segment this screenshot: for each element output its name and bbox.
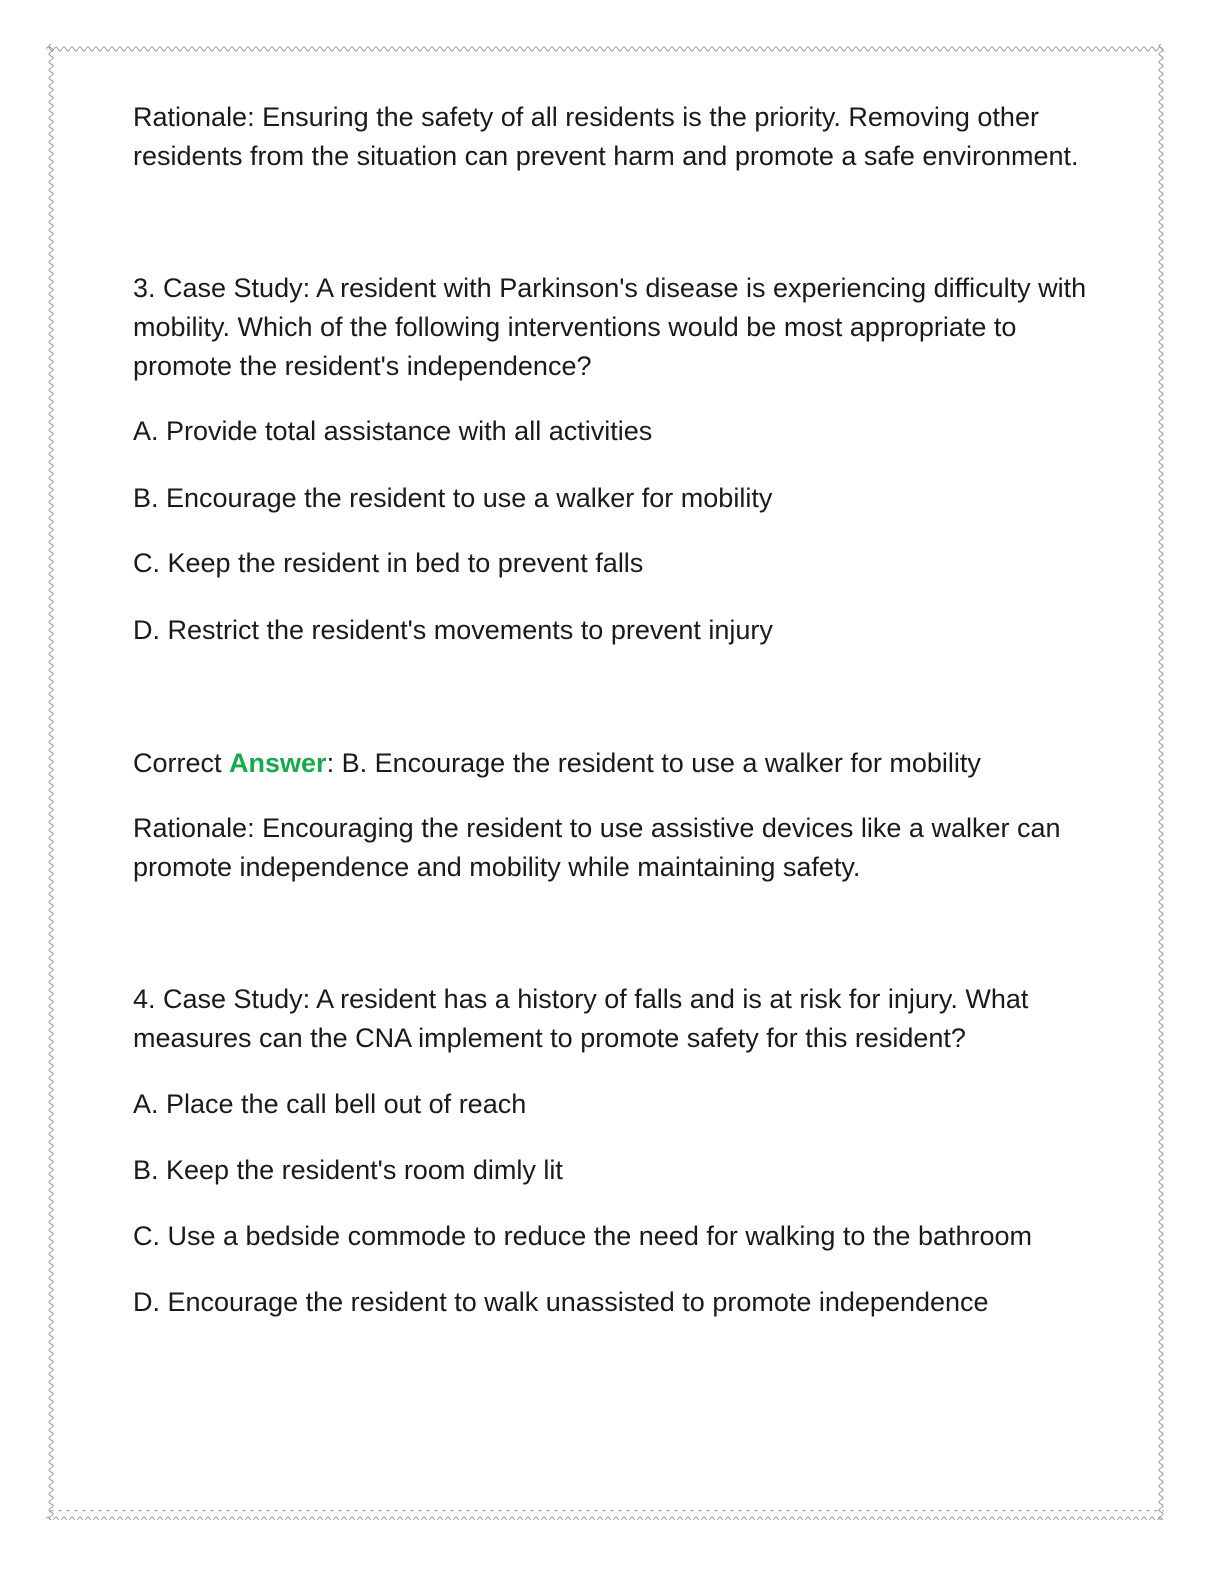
spacer xyxy=(133,650,1093,744)
question-4-text: 4. Case Study: A resident has a history of falls and is at risk for injury. What measures can the CNA implement to promote safety for this resident? xyxy=(133,984,1029,1053)
answer-prefix: Correct xyxy=(133,748,230,778)
rationale-previous-question: Rationale: Ensuring the safety of all residents is the priority. Removing other residents from the situation can prevent harm and promote a safe environment. xyxy=(133,102,1079,171)
question-3-correct-answer xyxy=(133,744,1093,783)
document-body xyxy=(133,98,1093,1322)
question-4-option-d: D. Encourage the resident to walk unassisted to promote independence xyxy=(133,1287,989,1317)
spacer xyxy=(133,887,1093,980)
question-3-option-d: D. Restrict the resident's movements to prevent injury xyxy=(133,615,773,645)
spacer xyxy=(133,176,1093,269)
question-3-rationale: Rationale: Encouraging the resident to use assistive devices like a walker can promote independence and mobility while maintaining safety. xyxy=(133,813,1061,882)
question-3-option-a: A. Provide total assistance with all activities xyxy=(133,416,653,446)
question-4-option-a: A. Place the call bell out of reach xyxy=(133,1089,527,1119)
question-3-option-b: B. Encourage the resident to use a walker for mobility xyxy=(133,483,773,513)
question-3-option-c: C. Keep the resident in bed to prevent falls xyxy=(133,548,644,578)
answer-text: : B. Encourage the resident to use a walker for mobility xyxy=(326,748,981,778)
question-4-option-c: C. Use a bedside commode to reduce the need for walking to the bathroom xyxy=(133,1221,1033,1251)
question-3-text: 3. Case Study: A resident with Parkinson's disease is experiencing difficulty with mobility. Which of the following interventions would be most appropriate to promote the resident's independence? xyxy=(133,273,1087,381)
question-4-option-b: B. Keep the resident's room dimly lit xyxy=(133,1155,563,1185)
answer-highlight: Answer xyxy=(229,748,327,778)
